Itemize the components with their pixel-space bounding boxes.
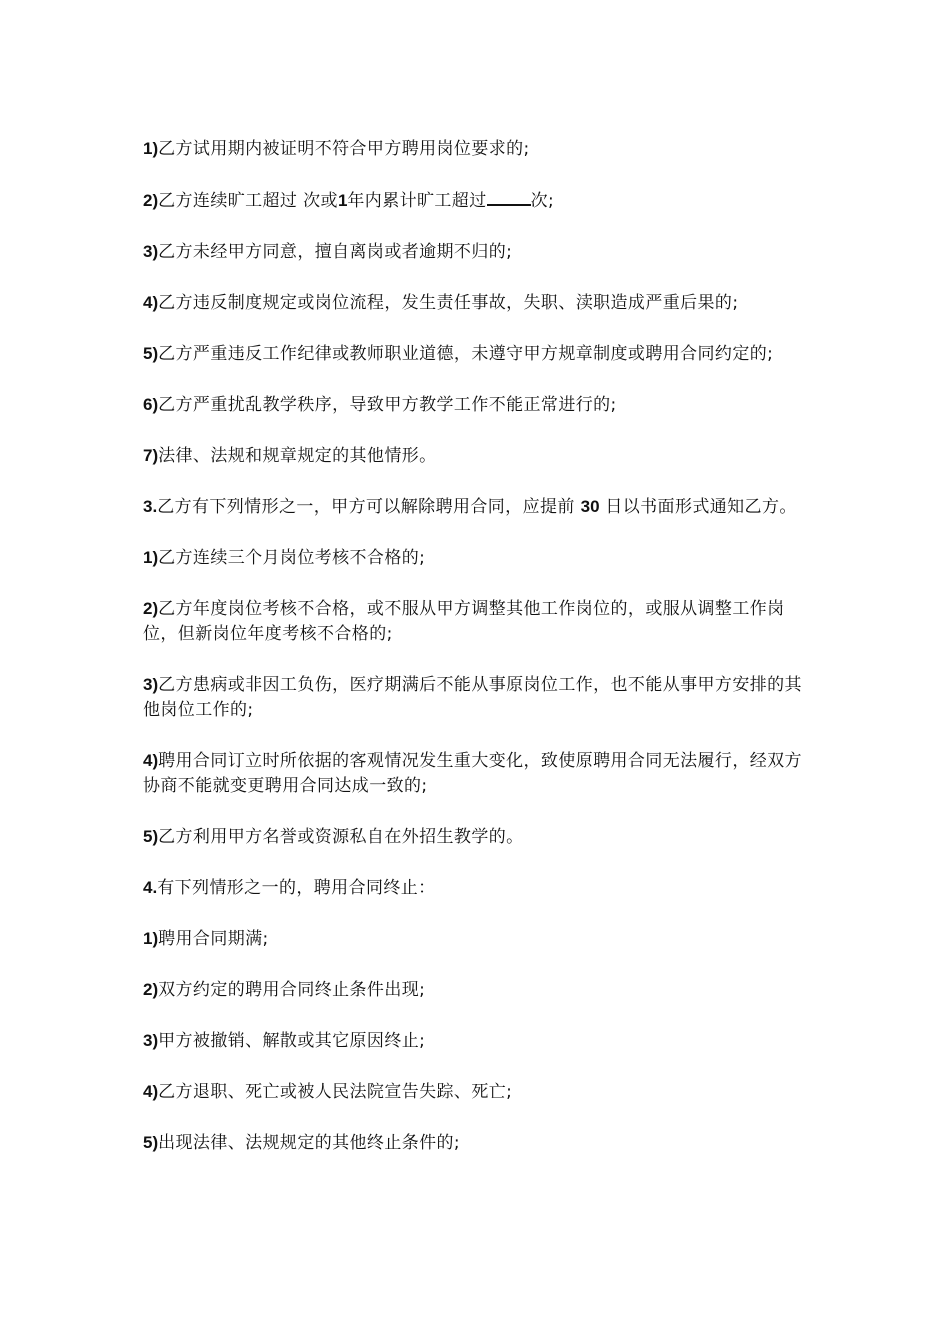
clause-number: 5) [143, 827, 159, 846]
clause-text: 乙方患病或非因工负伤，医疗期满后不能从事原岗位工作，也不能从事甲方安排的其他岗位工作的; [143, 675, 802, 720]
clause-2-5 [143, 341, 808, 367]
clause-number: 4) [143, 751, 159, 770]
clause-text: 甲方被撤销、解散或其它原因终止; [158, 1031, 426, 1051]
clause-number: 4) [143, 293, 159, 312]
clause-2-4 [143, 290, 808, 316]
clause-number: 1) [143, 139, 159, 158]
clause-number: 5) [143, 1133, 159, 1152]
clause-4-5 [143, 1130, 808, 1156]
clause-2-1 [143, 136, 808, 162]
notice-days-number: 30 [580, 497, 600, 516]
fill-in-blank [487, 187, 531, 206]
clause-text: 乙方违反制度规定或岗位流程，发生责任事故，失职、渎职造成严重后果的; [158, 293, 739, 313]
clause-number: 1) [143, 548, 159, 567]
clause-number: 3) [143, 242, 159, 261]
clause-3-3 [143, 672, 808, 723]
clause-number: 3) [143, 1031, 159, 1050]
clause-text: 乙方退职、死亡或被人民法院宣告失踪、死亡; [158, 1082, 513, 1102]
document-page [143, 136, 808, 1181]
clause-number: 5) [143, 344, 159, 363]
clause-number: 7) [143, 446, 159, 465]
clause-text: 乙方未经甲方同意，擅自离岗或者逾期不归的; [158, 242, 513, 262]
clause-text: 乙方年度岗位考核不合格，或不服从甲方调整其他工作岗位的，或服从调整工作岗位，但新岗位年度考核不合格的; [143, 599, 785, 644]
clause-2-2 [143, 187, 808, 214]
clause-text: 乙方试用期内被证明不符合甲方聘用岗位要求的; [158, 139, 530, 159]
clause-4-2 [143, 977, 808, 1003]
clause-text: 乙方严重扰乱教学秩序，导致甲方教学工作不能正常进行的; [158, 395, 617, 415]
section-text: 乙方有下列情形之一，甲方可以解除聘用合同，应提前 [157, 497, 575, 517]
clause-2-3 [143, 239, 808, 265]
clause-number: 3) [143, 675, 159, 694]
clause-2-7 [143, 443, 808, 469]
clause-inline-number: 1 [337, 191, 348, 210]
section-4-heading [143, 875, 808, 901]
clause-text: 出现法律、法规规定的其他终止条件的; [158, 1133, 461, 1153]
clause-3-4 [143, 748, 808, 799]
clause-3-2 [143, 596, 808, 647]
clause-4-1 [143, 926, 808, 952]
clause-text: 聘用合同订立时所依据的客观情况发生重大变化，致使原聘用合同无法履行，经双方协商不能就变更聘用合同达成一致的; [143, 751, 802, 796]
section-number: 3. [143, 497, 158, 516]
clause-text: 乙方严重违反工作纪律或教师职业道德，未遵守甲方规章制度或聘用合同约定的; [158, 344, 774, 364]
section-text: 日以书面形式通知乙方。 [605, 497, 797, 517]
section-3-heading [143, 494, 808, 520]
clause-text: 乙方利用甲方名誉或资源私自在外招生教学的。 [158, 827, 524, 847]
clause-2-6 [143, 392, 808, 418]
section-text: 有下列情形之一的，聘用合同终止： [157, 878, 436, 898]
clause-3-1 [143, 545, 808, 571]
clause-text: 年内累计旷工超过 [347, 191, 487, 211]
clause-text: 乙方连续旷工超过 次或 [158, 191, 338, 211]
clause-text: 乙方连续三个月岗位考核不合格的; [158, 548, 426, 568]
clause-3-5 [143, 824, 808, 850]
clause-number: 6) [143, 395, 159, 414]
clause-number: 1) [143, 929, 159, 948]
clause-number: 4) [143, 1082, 159, 1101]
section-number: 4. [143, 878, 158, 897]
clause-4-4 [143, 1079, 808, 1105]
clause-text: 次; [530, 191, 555, 211]
clause-number: 2) [143, 191, 159, 210]
clause-text: 法律、法规和规章规定的其他情形。 [158, 446, 437, 466]
clause-number: 2) [143, 599, 159, 618]
clause-4-3 [143, 1028, 808, 1054]
clause-text: 双方约定的聘用合同终止条件出现; [158, 980, 426, 1000]
clause-number: 2) [143, 980, 159, 999]
clause-text: 聘用合同期满; [158, 929, 269, 949]
